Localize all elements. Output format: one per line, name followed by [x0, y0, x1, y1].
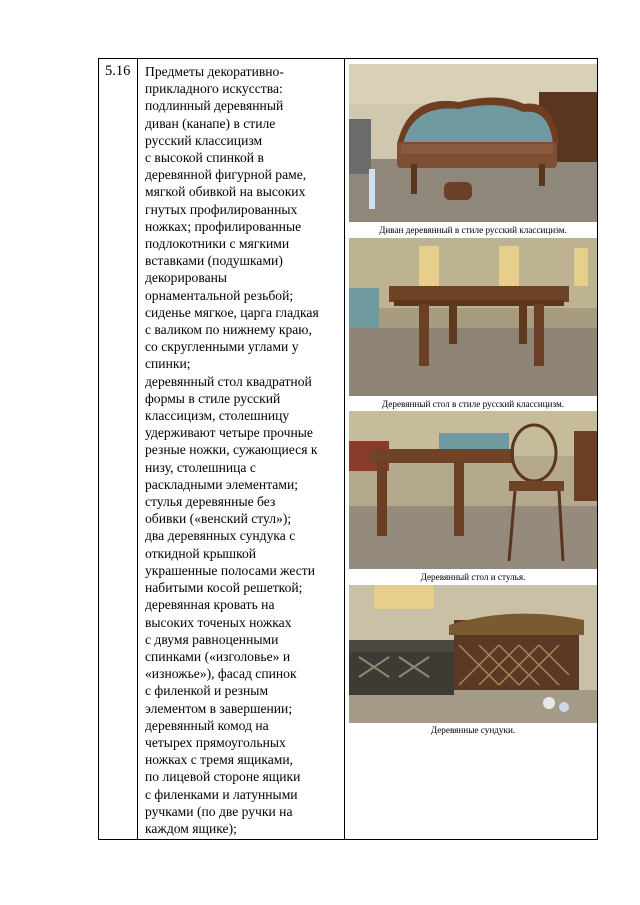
description-line: со скругленными углами у	[145, 339, 299, 355]
caption-sofa: Диван деревянный в стиле русский классицизм.	[379, 225, 567, 235]
description-line: высоких точеных ножках	[145, 614, 292, 630]
column-divider-2	[344, 59, 345, 839]
description-line: четырех прямоугольных	[145, 734, 286, 750]
description-line: набитыми косой решеткой;	[145, 580, 303, 596]
description-line: декорированы	[145, 270, 228, 286]
description-line: подлинный деревянный	[145, 98, 284, 114]
description-line: диван (канапе) в стиле	[145, 115, 276, 131]
description-line: каждом ящике);	[145, 820, 237, 836]
description-line: орнаментальной резьбой;	[145, 287, 294, 303]
description-line: деревянный комод на	[145, 717, 269, 733]
description-line: элементом в завершении;	[145, 700, 293, 716]
description-line: подлокотники с мягкими	[145, 236, 290, 252]
description-line: деревянная кровать на	[145, 597, 275, 613]
description-line: русский классицизм	[145, 132, 263, 148]
description-line: с филенкой и резным	[145, 683, 269, 699]
description-line: по лицевой стороне ящики	[145, 769, 301, 785]
description-line: низу, столешница с	[145, 459, 256, 475]
photo-chests	[349, 585, 597, 723]
description-line: прикладного искусства:	[145, 81, 283, 97]
description-line: ножках с тремя ящиками,	[145, 752, 294, 768]
description-line: обивки («венский стул»);	[145, 511, 292, 527]
description-line: удерживают четыре прочные	[145, 425, 313, 441]
description-line: гнутых профилированных	[145, 201, 298, 217]
description-line: деревянной фигурной раме,	[145, 167, 307, 183]
description-line: ножках; профилированные	[145, 218, 302, 234]
row-number: 5.16	[105, 63, 131, 79]
description-line: спинки;	[145, 356, 191, 372]
photo-table	[349, 238, 597, 396]
row-description	[145, 63, 343, 837]
caption-table-chairs: Деревянный стол и стулья.	[420, 572, 526, 582]
description-table	[98, 58, 598, 840]
description-line: украшенные полосами жести	[145, 562, 316, 578]
table-chairs-image	[349, 411, 597, 569]
description-line: откидной крышкой	[145, 545, 257, 561]
column-divider-1	[137, 59, 138, 839]
photo-sofa	[349, 64, 597, 222]
caption-chests: Деревянные сундуки.	[430, 725, 516, 735]
description-line: с высокой спинкой в	[145, 150, 264, 166]
caption-table: Деревянный стол в стиле русский классицизм.	[381, 399, 565, 409]
description-line: деревянный стол квадратной	[145, 373, 312, 389]
description-line: вставками (подушками)	[145, 253, 283, 269]
description-line: формы в стиле русский	[145, 390, 281, 406]
description-line: классицизм, столешницу	[145, 408, 290, 424]
chests-image	[349, 585, 597, 723]
description-line: с валиком по нижнему краю,	[145, 322, 312, 338]
description-line: стулья деревянные без	[145, 494, 276, 510]
description-line: раскладными элементами;	[145, 476, 298, 492]
photo-table-chairs	[349, 411, 597, 569]
table-image	[349, 238, 597, 396]
description-line: «изножье»), фасад спинок	[145, 666, 297, 682]
description-line: с двумя равноценными	[145, 631, 279, 647]
description-line: сиденье мягкое, царга гладкая	[145, 304, 319, 320]
sofa-image	[349, 64, 597, 222]
description-line: с филенками и латунными	[145, 786, 298, 802]
description-line: ручками (по две ручки на	[145, 803, 293, 819]
description-line: резные ножки, сужающиеся к	[145, 442, 318, 458]
description-line: два деревянных сундука с	[145, 528, 296, 544]
description-line: мягкой обивкой на высоких	[145, 184, 306, 200]
description-line: спинками («изголовье» и	[145, 648, 291, 664]
description-line: Предметы декоративно-	[145, 64, 284, 79]
